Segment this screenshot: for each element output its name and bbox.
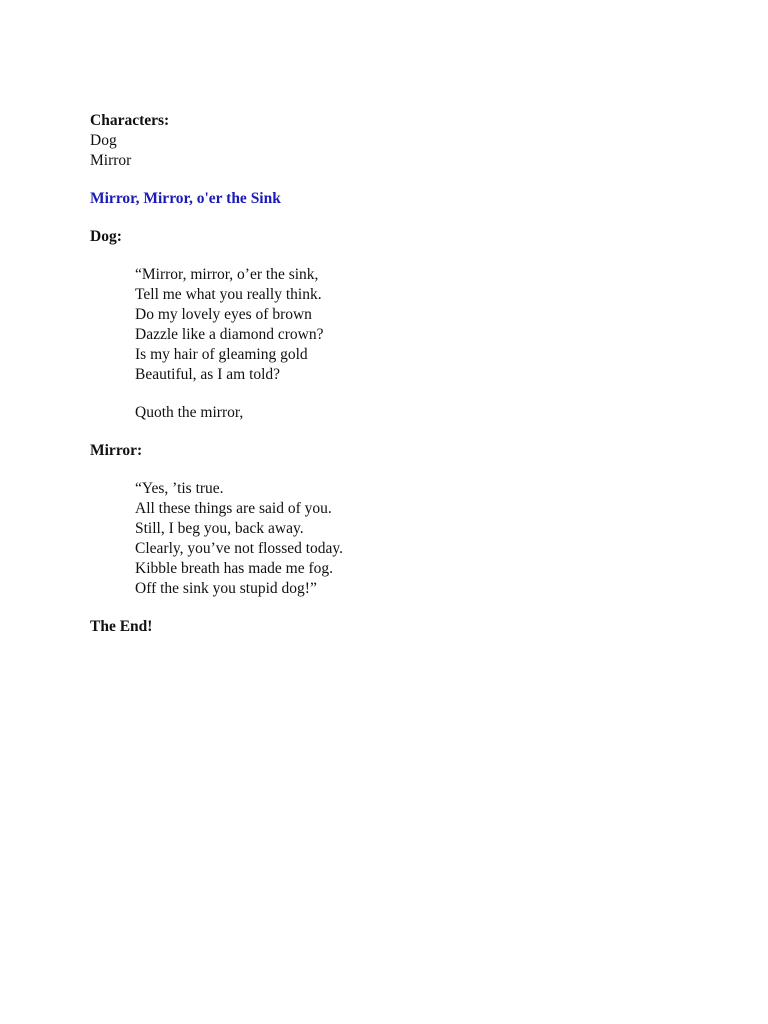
- dog-verse-line: Beautiful, as I am told?: [135, 366, 281, 383]
- end-text: The End!: [90, 618, 153, 635]
- spacer: [90, 247, 690, 265]
- dog-verse-line: Do my lovely eyes of brown: [135, 306, 312, 323]
- dog-verse: [90, 265, 690, 385]
- mirror-verse-line: Off the sink you stupid dog!”: [135, 580, 317, 597]
- mirror-verse-line: Clearly, you’ve not flossed today.: [135, 540, 344, 557]
- dog-speaker-heading: Dog:: [90, 228, 122, 245]
- spacer: [90, 599, 690, 617]
- spacer: [90, 171, 690, 189]
- mirror-verse-line: Kibble breath has made me fog.: [135, 560, 333, 577]
- mirror-verse: [90, 479, 690, 599]
- dog-verse-line: Dazzle like a diamond crown?: [135, 326, 324, 343]
- mirror-verse-line: “Yes, ’tis true.: [135, 480, 224, 497]
- mirror-speaker-heading: Mirror:: [90, 442, 143, 459]
- document-page: [90, 111, 690, 637]
- spacer: [90, 209, 690, 227]
- spacer: [90, 385, 690, 403]
- dog-verse-line: “Mirror, mirror, o’er the sink,: [135, 266, 319, 283]
- character-mirror: Mirror: [90, 152, 132, 169]
- mirror-verse-line: Still, I beg you, back away.: [135, 520, 304, 537]
- dog-verse-line: Tell me what you really think.: [135, 286, 322, 303]
- play-title: Mirror, Mirror, o'er the Sink: [90, 190, 281, 207]
- character-dog: Dog: [90, 132, 117, 149]
- dog-verse-line: Is my hair of gleaming gold: [135, 346, 308, 363]
- spacer: [90, 461, 690, 479]
- characters-heading: Characters:: [90, 112, 170, 129]
- mirror-verse-line: All these things are said of you.: [135, 500, 332, 517]
- spacer: [90, 423, 690, 441]
- quoth-line: Quoth the mirror,: [135, 404, 244, 421]
